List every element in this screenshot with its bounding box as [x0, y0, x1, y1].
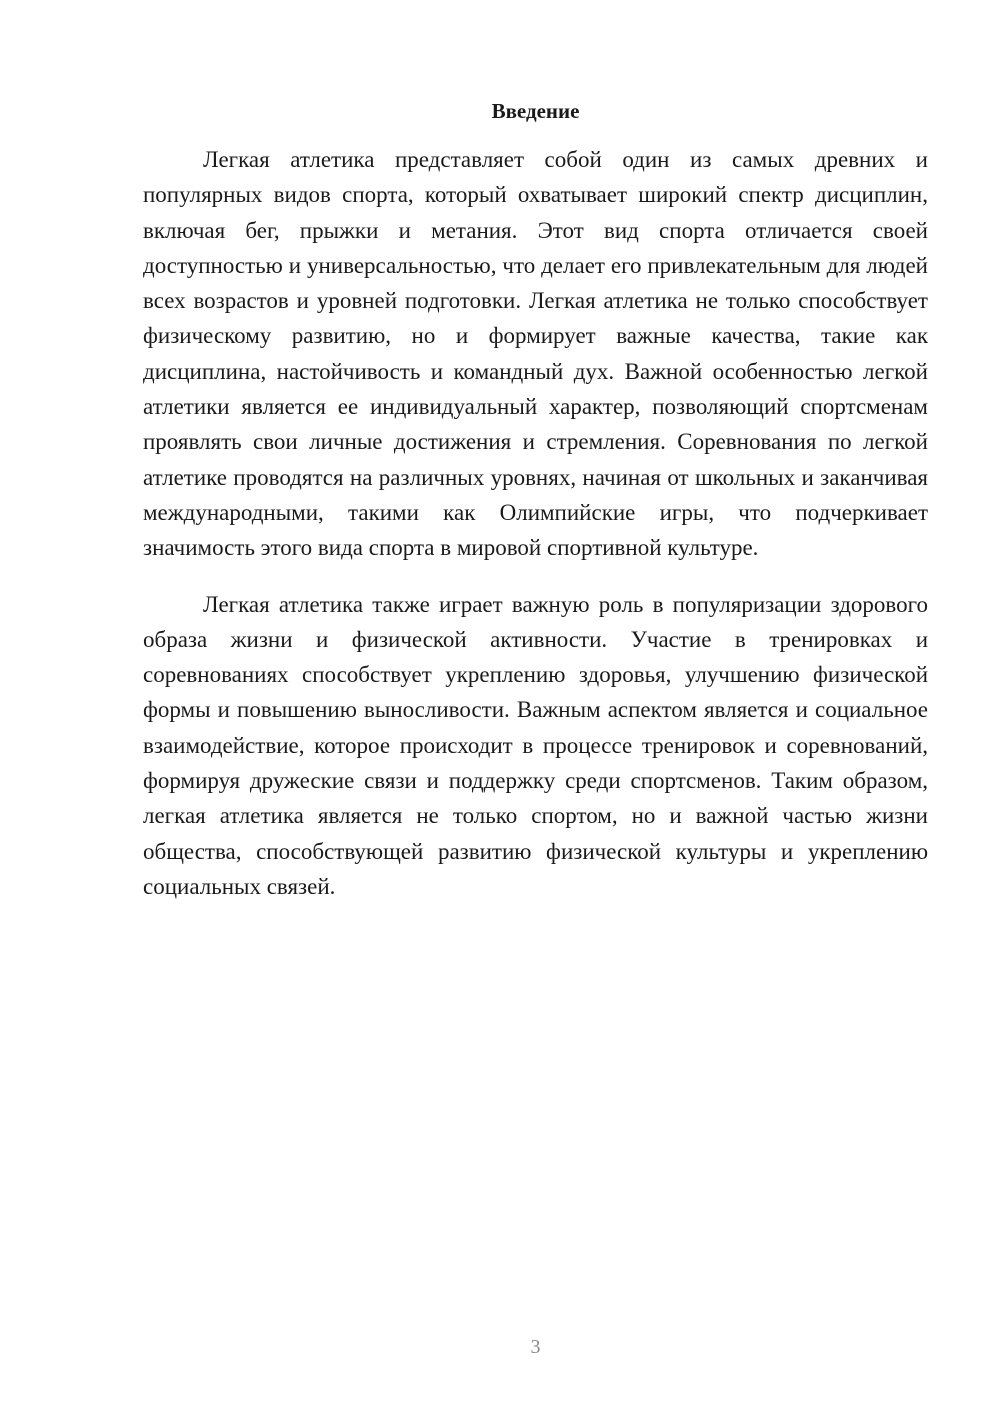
paragraph-2: Легкая атлетика также играет важную роль в популяризации здорового образа жизни и физической активности. Участие в тренировках и соревнованиях способствует укреплению здоровья, улучшению физической формы и повышению выносливости. Важным аспектом является и социальное взаимодействие, которое происходит в процессе тренировок и соревнований, формируя дружеские связи и поддержку среди спортсменов. Таким образом, легкая атлетика является не только спортом, но и важной частью жизни общества, способствующей развитию физической культуры и укреплению социальных связей.	[143, 591, 928, 899]
page-number: 3	[530, 1336, 541, 1358]
paragraph-1: Легкая атлетика представляет собой один из самых древних и популярных видов спорта, который охватывает широкий спектр дисциплин, включая бег, прыжки и метания. Этот вид спорта отличается своей доступностью и универсальностью, что делает его привлекательным для людей всех возрастов и уровней подготовки. Легкая атлетика не только способствует физическому развитию, но и формирует важные качества, такие как дисциплина, настойчивость и командный дух. Важной особенностью легкой атлетики является ее индивидуальный характер, позволяющий спортсменам проявлять свои личные достижения и стремления. Соревнования по легкой атлетике проводятся на различных уровнях, начиная от школьных и заканчивая международными, такими как Олимпийские игры, что подчеркивает значимость этого вида спорта в мировой спортивной культуре.	[143, 147, 928, 561]
document-body	[143, 142, 928, 904]
section-title: Введение	[491, 99, 580, 123]
